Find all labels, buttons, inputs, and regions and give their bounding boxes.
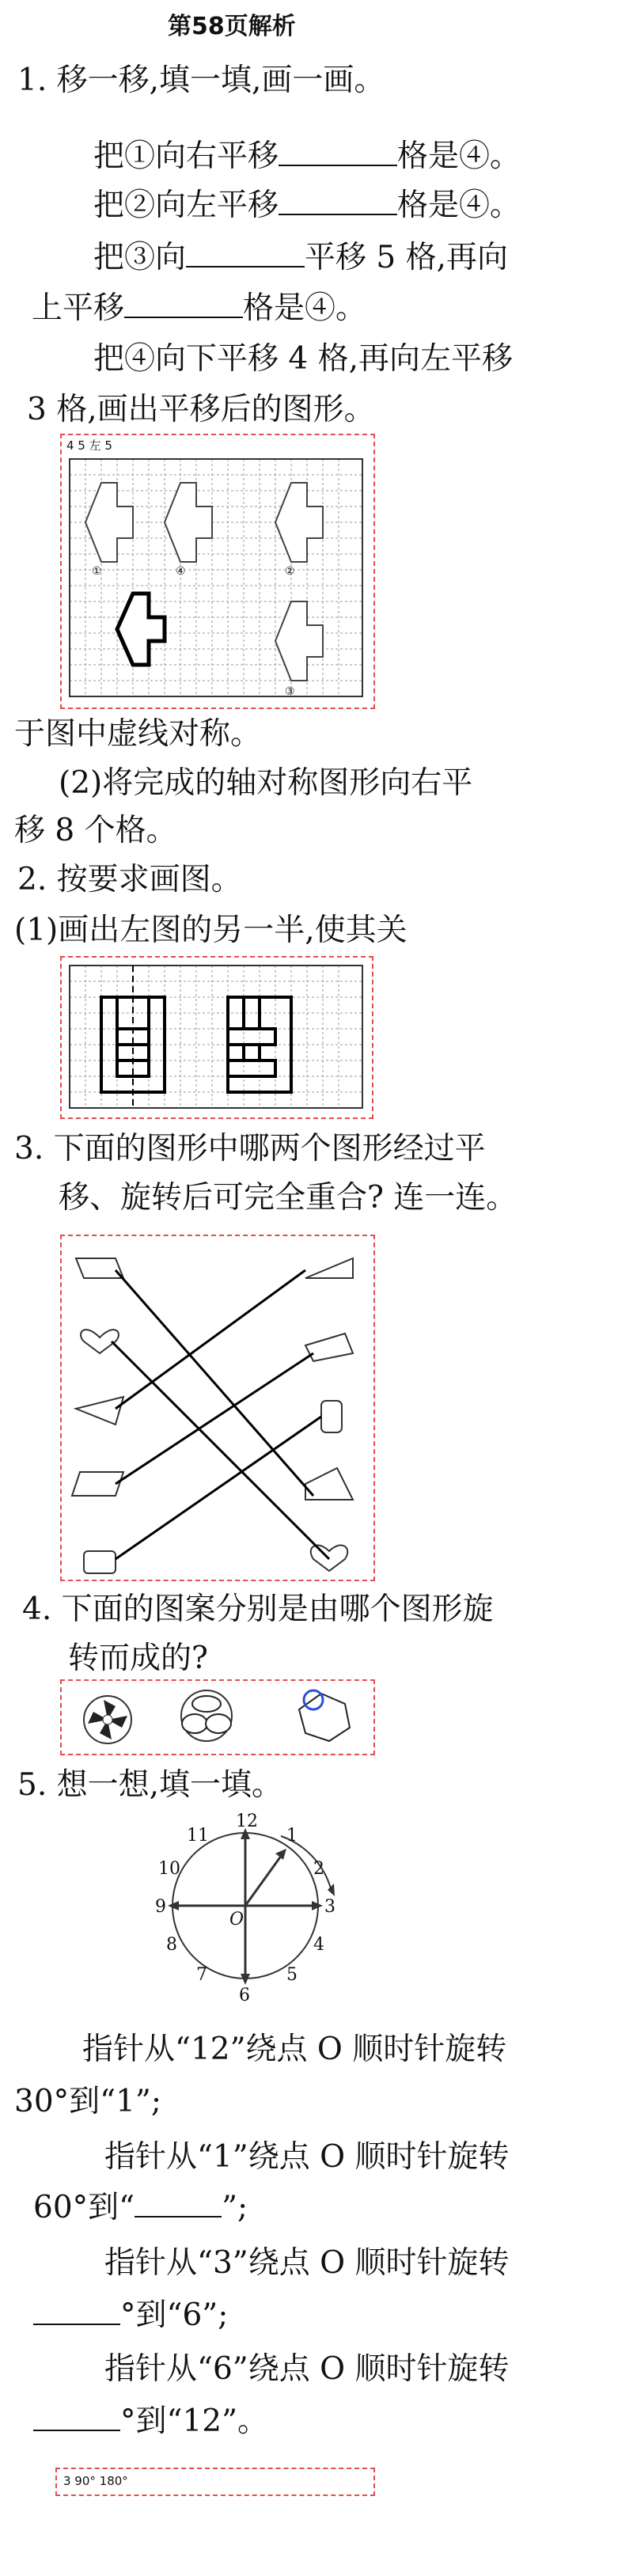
page-title: 第58页解析 xyxy=(168,13,296,40)
clock-num-3: 3 xyxy=(324,1897,335,1917)
q1-line2-b: 格是④。 xyxy=(397,188,521,223)
q5-p1-b: 30°到“1”; xyxy=(14,2084,161,2119)
q2-grid-figure xyxy=(70,966,362,1108)
clock-num-4: 4 xyxy=(313,1935,324,1955)
label-4: ④ xyxy=(176,565,186,578)
shape-3 xyxy=(275,601,323,681)
q3-matching-figure xyxy=(68,1242,369,1575)
clock-diagram xyxy=(150,1812,356,2005)
q2-heading: 2. 按要求画图。 xyxy=(17,862,242,897)
q3-line2: 移、旋转后可完全重合? 连一连。 xyxy=(59,1180,517,1216)
clock-num-7: 7 xyxy=(196,1965,207,1985)
q4-line1: 4. 下面的图案分别是由哪个图形旋 xyxy=(22,1592,494,1627)
pattern-1 xyxy=(84,1696,131,1743)
right-parallelogram xyxy=(305,1334,353,1361)
q2-tail-line3: 移 8 个格。 xyxy=(14,813,177,848)
shape-4 xyxy=(165,483,212,562)
q1-blank-3 xyxy=(186,242,305,267)
q4-line2: 转而成的? xyxy=(68,1641,208,1676)
q1-line3 xyxy=(93,242,508,273)
q2-tail-line2: (2)将完成的轴对称图形向右平 xyxy=(59,765,473,801)
q5-p3-a: 指针从“3”绕点 O 顺时针旋转 xyxy=(104,2245,510,2281)
q1-answers: 4 5 左 5 xyxy=(66,438,112,453)
q2-tail-line1: 于图中虚线对称。 xyxy=(14,716,262,752)
q5-p4-a: 指针从“6”绕点 O 顺时针旋转 xyxy=(104,2351,510,2387)
q1-line1 xyxy=(93,138,521,174)
clock-num-5: 5 xyxy=(286,1965,298,1985)
q1-line3-b: 平移 5 格,再向 xyxy=(305,240,509,275)
q4-rotation-figures xyxy=(68,1684,369,1747)
q5-heading: 5. 想一想,填一填。 xyxy=(17,1767,283,1803)
shape-4-translated xyxy=(117,594,165,665)
q1-blank-1 xyxy=(279,141,397,166)
q5-p2-b xyxy=(33,2192,248,2223)
q1-line4-a: 上平移 xyxy=(32,290,125,326)
left-parallelogram xyxy=(76,1258,123,1278)
q1-blank-4 xyxy=(124,293,243,318)
left-triangle xyxy=(76,1397,123,1425)
pattern-3 xyxy=(299,1690,350,1741)
q5-p1-a: 指针从“12”绕点 O 顺时针旋转 xyxy=(82,2032,507,2067)
clock-center-label: O xyxy=(229,1910,244,1929)
q5-p3-b-text: °到“6”; xyxy=(120,2297,229,2333)
q5-blank-1 xyxy=(135,2192,222,2217)
q5-p3-b xyxy=(33,2297,229,2333)
clock-num-11: 11 xyxy=(187,1826,209,1846)
label-3: ③ xyxy=(285,685,295,698)
q1-line4 xyxy=(32,290,367,326)
clock-num-9: 9 xyxy=(155,1897,166,1917)
q3-line1: 3. 下面的图形中哪两个图形经过平 xyxy=(14,1131,486,1167)
label-2: ② xyxy=(285,565,295,578)
q5-answers: 3 90° 180° xyxy=(63,2474,128,2488)
q1-line5: 把④向下平移 4 格,再向左平移 xyxy=(93,341,514,377)
q5-p2-b1: 60°到“ xyxy=(33,2190,135,2225)
clock-num-2: 2 xyxy=(313,1859,324,1879)
right-cylinder xyxy=(321,1401,342,1432)
clock-num-1: 1 xyxy=(286,1826,298,1846)
q1-line2 xyxy=(93,190,521,221)
q5-p4-b xyxy=(33,2403,269,2439)
q1-line4-b: 格是④。 xyxy=(243,290,367,326)
q5-p2-b2: ”; xyxy=(222,2190,248,2225)
translated-right-figure xyxy=(228,997,291,1092)
label-1: ① xyxy=(92,565,102,578)
right-triangle xyxy=(305,1258,353,1278)
pattern-2 xyxy=(181,1690,232,1741)
q5-blank-2 xyxy=(33,2300,120,2325)
shape-2 xyxy=(275,483,323,562)
left-cylinder xyxy=(84,1551,116,1573)
clock-num-12: 12 xyxy=(236,1812,258,1831)
q1-blank-2 xyxy=(279,190,397,215)
q1-line1-a: 把①向右平移 xyxy=(93,138,279,174)
clock-num-10: 10 xyxy=(158,1859,180,1879)
q2-sub1: (1)画出左图的另一半,使其关 xyxy=(14,912,407,948)
q5-p4-b-text: °到“12”。 xyxy=(120,2403,269,2439)
q1-line1-b: 格是④。 xyxy=(397,138,521,174)
clock-num-8: 8 xyxy=(166,1935,177,1955)
shape-1 xyxy=(85,483,133,562)
q1-heading: 1. 移一移,填一填,画一画。 xyxy=(17,63,385,98)
clock-num-6: 6 xyxy=(239,1986,250,2005)
q1-grid-figure xyxy=(70,459,362,696)
q5-p2-a: 指针从“1”绕点 O 顺时针旋转 xyxy=(104,2139,510,2175)
left-completed-half xyxy=(101,997,133,1092)
q1-line2-a: 把②向左平移 xyxy=(93,188,279,223)
q1-line6: 3 格,画出平移后的图形。 xyxy=(27,392,375,427)
q5-blank-3 xyxy=(33,2406,120,2431)
q1-line3-a: 把③向 xyxy=(93,240,187,275)
